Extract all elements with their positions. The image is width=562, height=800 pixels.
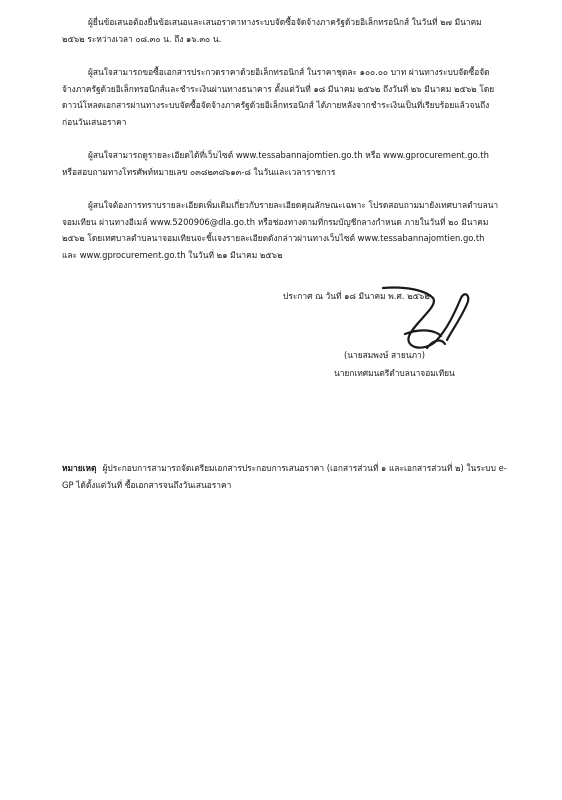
footnote-text: ผู้ประกอบการสามารถจัดเตรียมเอกสารประกอบการเสนอราคา (เอกสารส่วนที่ ๑ และเอกสารส่วนที่ ๒) ในระบบ e-GP ได้ตั้งแต่วันที่ ซื้อเอกสารจนถึงวันเสนอราคา	[62, 463, 507, 490]
footnote-label: หมายเหตุ	[62, 463, 97, 473]
footnote	[62, 460, 512, 493]
signer-title: นายกเทศมนตรีตำบลนาจอมเทียน	[334, 368, 455, 378]
announcement-date: ประกาศ ณ วันที่ ๑๘ มีนาคม พ.ศ. ๒๕๖๒	[283, 291, 430, 301]
paragraph-bid-submission: ผู้ยื่นข้อเสนอต้องยื่นข้อเสนอและเสนอราคาทางระบบจัดซื้อจัดจ้างภาครัฐด้วยอิเล็กทรอนิกส์ ในวันที่ ๒๗ มีนาคม ๒๕๖๒ ระหว่างเวลา ๐๘.๓๐ น. ถึง ๑๖.๓๐ น.	[62, 17, 482, 44]
paragraph-document-purchase: ผู้สนใจสามารถขอซื้อเอกสารประกวดราคาด้วยอิเล็กทรอนิกส์ ในราคาชุดละ ๑๐๐.๐๐ บาท ผ่านทางระบบจัดซื้อจัดจ้างภาครัฐด้วยอิเล็กทรอนิกส์และชำระเงินผ่านทางธนาคาร ตั้งแต่วันที่ ๑๘ มีนาคม ๒๕๖๒ ถึงวันที่ ๒๖ มีนาคม ๒๕๖๒ โดยดาวน์โหลดเอกสารผ่านทางระบบจัดซื้อจัดจ้างภาครัฐด้วยอิเล็กทรอนิกส์ ได้ภายหลังจากชำระเงินเป็นที่เรียบร้อยแล้วจนถึงก่อนวันเสนอราคา	[62, 67, 495, 127]
paragraph-website-info: ผู้สนใจสามารถดูรายละเอียดได้ที่เว็บไซต์ www.tessabannajomtien.go.th หรือ www.gprocurement.go.th หรือสอบถามทางโทรศัพท์หมายเลข ๐๓๘๒๓๘๖๑๓-๘ ในวันและเวลาราชการ	[62, 150, 489, 177]
signer-name: (นายสมพงษ์ สายนภา)	[344, 350, 425, 360]
handwritten-signature	[375, 278, 485, 358]
paragraph-inquiry-info: ผู้สนใจต้องการทราบรายละเอียดเพิ่มเติมเกี่ยวกับรายละเอียดคุณลักษณะเฉพาะ โปรดสอบถามมายังเทศบาลตำบลนาจอมเทียน ผ่านทางอีเมล์ www.5200906@dla.go.th หรือช่องทางตามที่กรมบัญชีกลางกำหนด ภายในวันที่ ๒๐ มีนาคม ๒๕๖๒ โดยเทศบาลตำบลนาจอมเทียนจะชี้แจงรายละเอียดดังกล่าวผ่านทางเว็บไซต์ www.tessabannajomtien.go.th และ www.gprocurement.go.th ในวันที่ ๒๑ มีนาคม ๒๕๖๒	[62, 200, 499, 260]
